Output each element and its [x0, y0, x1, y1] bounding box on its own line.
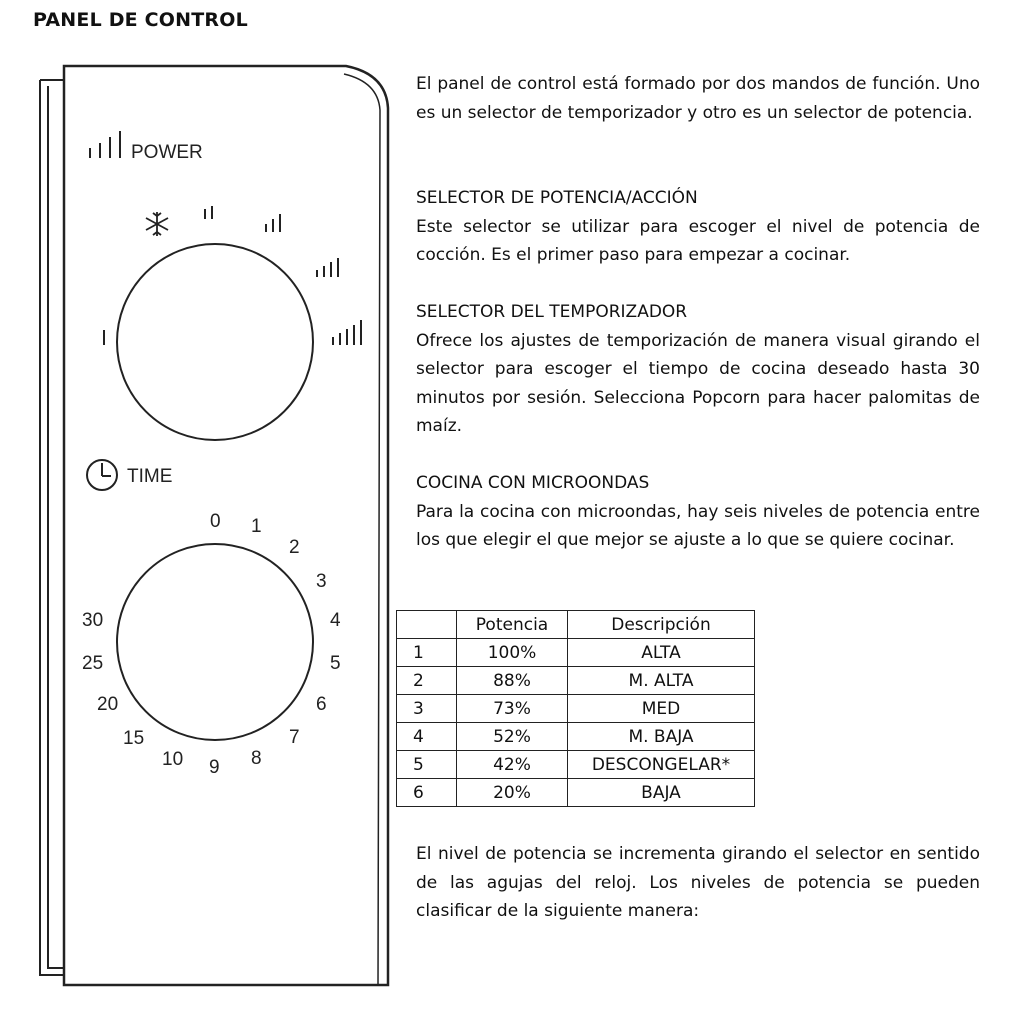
table-cell: M. ALTA [568, 667, 755, 695]
power-label: POWER [131, 142, 203, 163]
table-row [397, 639, 755, 667]
power-bars-icon [90, 131, 120, 158]
clock-icon [87, 460, 117, 490]
table-cell: DESCONGELAR* [568, 751, 755, 779]
table-cell: ALTA [568, 639, 755, 667]
page-title: PANEL DE CONTROL [33, 9, 248, 31]
timer-scale [82, 511, 341, 778]
power-mark-3 [266, 214, 280, 232]
table-cell: 20% [457, 779, 568, 807]
table-row [397, 723, 755, 751]
table-row [397, 667, 755, 695]
table-cell: 73% [457, 695, 568, 723]
table-row [397, 751, 755, 779]
section-microwave-cooking [416, 469, 980, 555]
section-body: Este selector se utilizar para escoger el nivel de potencia de cocción. Es el primer paso para empezar a cocinar. [416, 216, 980, 265]
table-cell: 5 [397, 751, 457, 779]
timer-number: 1 [251, 516, 262, 537]
table-cell: 88% [457, 667, 568, 695]
timer-number: 7 [289, 727, 300, 748]
power-mark-2 [205, 206, 212, 219]
table-cell: 52% [457, 723, 568, 751]
outro-paragraph [416, 840, 980, 926]
section-power-selector [416, 184, 980, 270]
table-row [397, 695, 755, 723]
section-heading: SELECTOR DEL TEMPORIZADOR [416, 302, 688, 322]
time-label: TIME [127, 466, 173, 487]
section-heading: SELECTOR DE POTENCIA/ACCIÓN [416, 188, 698, 208]
power-mark-4 [317, 258, 338, 277]
timer-number: 5 [330, 653, 341, 674]
table-cell: 42% [457, 751, 568, 779]
table-row [397, 779, 755, 807]
section-heading: COCINA CON MICROONDAS [416, 473, 650, 493]
timer-number: 3 [316, 571, 327, 592]
timer-number: 25 [82, 653, 104, 674]
timer-number: 30 [82, 610, 104, 631]
timer-dial[interactable] [117, 544, 313, 740]
table-cell: 6 [397, 779, 457, 807]
timer-number: 0 [210, 511, 221, 532]
timer-number: 9 [209, 757, 220, 778]
power-dial[interactable] [117, 244, 313, 440]
table-cell: 4 [397, 723, 457, 751]
table-cell: M. BAJA [568, 723, 755, 751]
power-levels-table [396, 610, 755, 807]
timer-number: 2 [289, 537, 300, 558]
section-body: Ofrece los ajustes de temporización de manera visual girando el selector para escoger el tiempo de cocina deseado hasta 30 minutos por sesión. Selecciona Popcorn para hacer palomitas de maíz. [416, 330, 980, 436]
timer-number: 10 [162, 749, 184, 770]
table-header-cell: Descripción [568, 611, 755, 639]
table-cell: 100% [457, 639, 568, 667]
table-header-cell: Potencia [457, 611, 568, 639]
table-cell: 2 [397, 667, 457, 695]
control-panel-illustration [0, 0, 400, 1027]
table-cell: BAJA [568, 779, 755, 807]
timer-number: 8 [251, 748, 262, 769]
table-cell: 3 [397, 695, 457, 723]
timer-number: 20 [97, 694, 119, 715]
snowflake-icon [146, 212, 168, 236]
intro-text: El panel de control está formado por dos mandos de función. Uno es un selector de temporizador y otro es un selector de potencia. [416, 74, 980, 123]
table-header-cell [397, 611, 457, 639]
table-cell: 1 [397, 639, 457, 667]
section-body: Para la cocina con microondas, hay seis niveles de potencia entre los que elegir el que mejor se ajuste a lo que se quiere cocinar. [416, 501, 980, 550]
timer-number: 15 [123, 728, 145, 749]
section-timer-selector [416, 298, 980, 441]
timer-number: 4 [330, 610, 341, 631]
intro-paragraph [416, 70, 980, 127]
table-header-row [397, 611, 755, 639]
timer-number: 6 [316, 694, 327, 715]
power-mark-5 [333, 320, 361, 345]
table-cell: MED [568, 695, 755, 723]
outro-text: El nivel de potencia se incrementa girando el selector en sentido de las agujas del reloj. Los niveles de potencia se pueden clasificar de la siguiente manera: [416, 844, 980, 921]
